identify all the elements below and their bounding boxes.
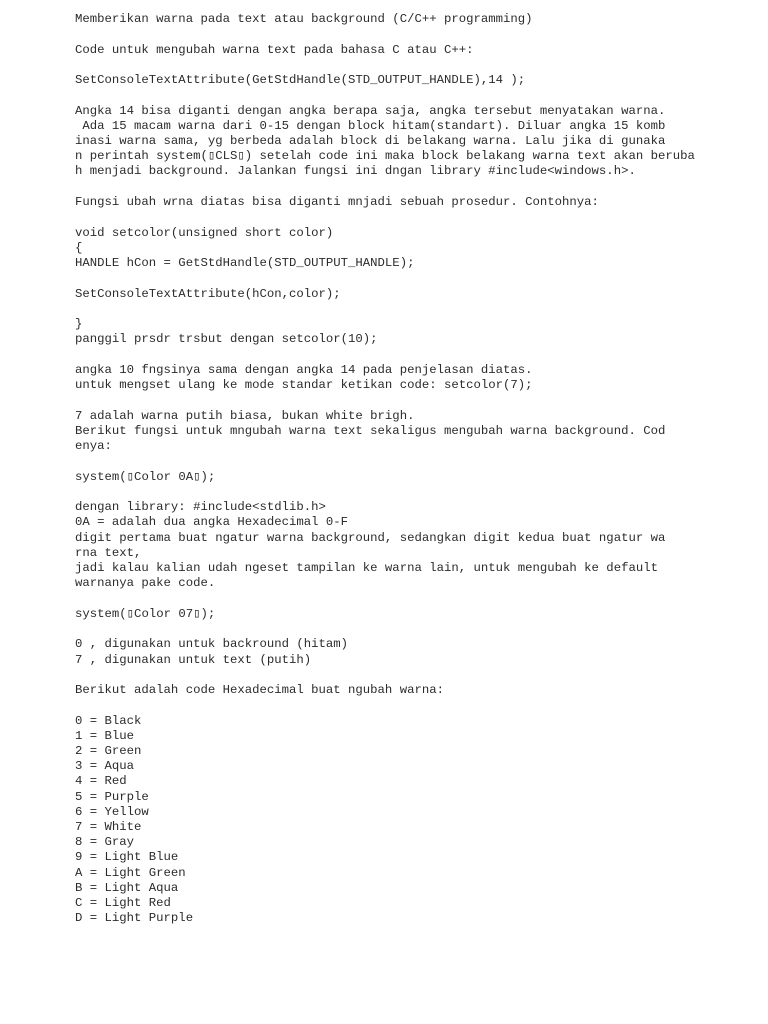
procedure-intro: Fungsi ubah wrna diatas bisa diganti mnjadi sebuah prosedur. Contohnya:: [75, 195, 599, 210]
spacer: [75, 27, 755, 42]
hex-color-item: C = Light Red: [75, 895, 171, 910]
paragraph-line: untuk mengset ulang ke mode standar ketikan code: setcolor(7);: [75, 378, 533, 393]
spacer: [75, 58, 755, 73]
code-line: }: [75, 317, 83, 332]
hex-color-item: D = Light Purple: [75, 911, 194, 926]
code-set-attribute: SetConsoleTextAttribute(GetStdHandle(STD_OUTPUT_HANDLE),14 );: [75, 73, 526, 88]
paragraph-line: angka 10 fngsinya sama dengan angka 14 pada penjelasan diatas.: [75, 362, 533, 377]
paragraph-line: 0A = adalah dua angka Hexadecimal 0-F: [75, 515, 349, 530]
paragraph-line: inasi warna sama, yg berbeda adalah block di belakang warna. Lalu jika di gunaka: [75, 134, 666, 149]
spacer: [75, 698, 755, 713]
paragraph-line: digit pertama buat ngatur warna background, sedangkan digit kedua buat ngatur wa: [75, 530, 666, 545]
paragraph-line: n perintah system(▯CLS▯) setelah code ini maka block belakang warna text akan beruba: [75, 149, 695, 164]
hex-color-item: 8 = Gray: [75, 835, 135, 850]
paragraph-line: Berikut fungsi untuk mngubah warna text sekaligus mengubah warna background. Cod: [75, 423, 666, 438]
hex-color-item: 6 = Yellow: [75, 804, 149, 819]
code-system-color-0a: system(▯Color 0A▯);: [75, 469, 216, 484]
hex-color-item: 4 = Red: [75, 774, 127, 789]
code-line: SetConsoleTextAttribute(hCon,color);: [75, 286, 341, 301]
spacer: [75, 393, 755, 408]
paragraph-line: enya:: [75, 439, 112, 454]
hex-color-item: 7 = White: [75, 819, 142, 834]
paragraph-line: 7 , digunakan untuk text (putih): [75, 652, 312, 667]
hex-color-item: 1 = Blue: [75, 728, 135, 743]
spacer: [75, 454, 755, 469]
intro-text: Code untuk mengubah warna text pada bahasa C atau C++:: [75, 42, 474, 57]
paragraph-line: h menjadi background. Jalankan fungsi ini dngan library #include<windows.h>.: [75, 164, 636, 179]
spacer: [75, 348, 755, 363]
hex-color-item: 5 = Purple: [75, 789, 149, 804]
paragraph-line: 7 adalah warna putih biasa, bukan white brigh.: [75, 408, 415, 423]
hex-color-item: 9 = Light Blue: [75, 850, 179, 865]
spacer: [75, 271, 755, 286]
code-system-color-07: system(▯Color 07▯);: [75, 606, 216, 621]
spacer: [75, 668, 755, 683]
spacer: [75, 485, 755, 500]
paragraph-line: 0 , digunakan untuk backround (hitam): [75, 637, 349, 652]
code-line: HANDLE hCon = GetStdHandle(STD_OUTPUT_HANDLE);: [75, 256, 415, 271]
hex-code-heading: Berikut adalah code Hexadecimal buat ngubah warna:: [75, 683, 444, 698]
hex-color-item: 2 = Green: [75, 744, 142, 759]
code-line: {: [75, 240, 83, 255]
spacer: [75, 210, 755, 225]
spacer: [75, 622, 755, 637]
paragraph-line: jadi kalau kalian udah ngeset tampilan ke warna lain, untuk mengubah ke default: [75, 560, 658, 575]
paragraph-line: dengan library: #include<stdlib.h>: [75, 500, 326, 515]
paragraph-line: warnanya pake code.: [75, 576, 216, 591]
code-setcolor-function: [75, 226, 755, 348]
spacer: [75, 180, 755, 195]
paragraph-hex-explanation: [75, 500, 755, 591]
paragraph-setcolor-explanation: [75, 363, 755, 393]
code-line: void setcolor(unsigned short color): [75, 225, 334, 240]
paragraph-default-colors: [75, 637, 755, 667]
hex-color-item: B = Light Aqua: [75, 880, 179, 895]
hex-color-item: 3 = Aqua: [75, 759, 135, 774]
paragraph-line: Ada 15 macam warna dari 0-15 dengan block hitam(standart). Diluar angka 15 komb: [75, 118, 666, 133]
paragraph-background-function: [75, 409, 755, 455]
hex-color-list: [75, 714, 755, 927]
document-title: Memberikan warna pada text atau background (C/C++ programming): [75, 12, 533, 26]
paragraph-color-explanation: [75, 104, 755, 180]
spacer: [75, 302, 755, 317]
code-line: panggil prsdr trsbut dengan setcolor(10);: [75, 332, 378, 347]
paragraph-line: rna text,: [75, 545, 142, 560]
document-page: [75, 12, 755, 926]
spacer: [75, 591, 755, 606]
hex-color-item: 0 = Black: [75, 713, 142, 728]
paragraph-line: Angka 14 bisa diganti dengan angka berapa saja, angka tersebut menyatakan warna.: [75, 103, 666, 118]
hex-color-item: A = Light Green: [75, 865, 186, 880]
spacer: [75, 88, 755, 103]
